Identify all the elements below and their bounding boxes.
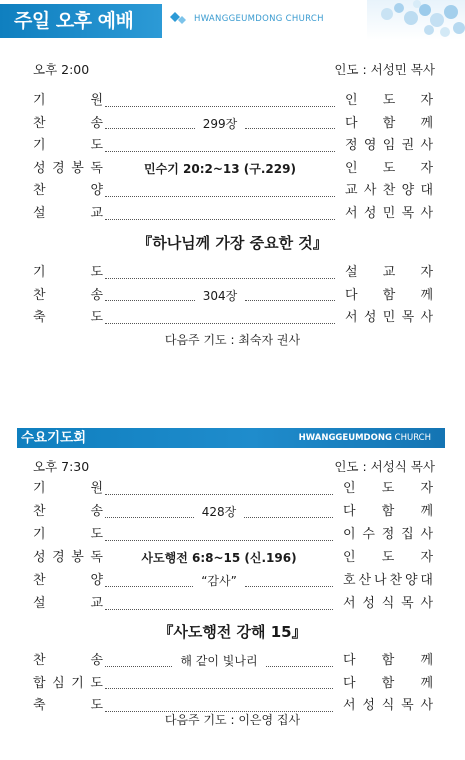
order-row [33,479,433,499]
order-row [33,136,433,156]
order-item-person: 인 도 자 [345,160,433,176]
order-item-value: 299장 [202,116,238,131]
order-item-person: 서 성 민 목 사 [345,206,433,221]
order-item-detail [103,159,337,179]
order-item-name: 설 교 [33,596,103,611]
order-item-detail [103,651,335,671]
order-item-name: 찬 송 [33,115,103,131]
order-item-detail [103,204,337,224]
dot-leader [266,656,333,667]
dot-leader [245,576,333,587]
order-item-name: 찬 송 [33,287,103,303]
dot-leader [245,118,335,129]
dot-leader [105,599,333,610]
section2-leader: 인도 : 서성식 목사 [334,459,435,474]
dot-leader [105,507,194,518]
dot-leader [245,290,335,301]
section1-title: 주일 오후 예배 [0,4,162,38]
order-item-name: 기 원 [33,93,103,108]
dot-leader [105,96,335,107]
header-section1 [0,0,465,42]
order-item-detail [103,91,337,111]
order-item-person: 정 영 임 권 사 [345,138,433,154]
order-row [33,159,433,179]
order-row [33,594,433,614]
dot-leader [105,678,333,689]
section2-sermon-title: 『사도행전 강해 15』 [158,623,307,641]
section1-next-prayer: 다음주 기도 : 최숙자 권사 [164,333,301,347]
dot-leader [105,530,333,541]
section1-leader: 인도 : 서성민 목사 [334,62,435,77]
order-item-detail [103,263,337,283]
hydrangea-flowers-icon [367,0,465,40]
order-item-person: 다 함 께 [345,115,433,131]
order-item-detail [103,479,335,499]
order-item-name: 축 도 [33,698,103,713]
order-item-person: 이 수 정 집 사 [343,527,433,542]
church-name: HWANGGEUMDONG CHURCH [194,14,324,24]
order-row [33,91,433,111]
order-item-detail [103,548,335,568]
order-row [33,548,433,568]
order-item-name: 찬 양 [33,573,103,588]
order-item-value: 304장 [202,288,238,303]
order-row [33,263,433,283]
order-item-person: 인 도 자 [343,481,433,496]
order-item-name: 찬 송 [33,653,103,668]
order-item-name: 기 원 [33,481,103,496]
order-item-person: 인 도 자 [343,550,433,565]
order-row [33,181,433,201]
order-row [33,502,433,522]
dot-leader [105,141,335,152]
order-item-person: 설 교 자 [345,265,433,280]
order-item-detail [103,571,335,591]
order-item-value: “감사” [201,574,237,588]
order-item-name: 기 도 [33,265,103,280]
order-row [33,308,433,328]
section1-sermon-title: 『하나님께 가장 중요한 것』 [137,234,328,252]
dot-leader [105,186,335,197]
order-item-name: 설 교 [33,206,103,221]
section1-time: 오후 2:00 [33,62,90,77]
order-item-person: 다 함 께 [345,287,433,303]
order-item-person: 다 함 께 [343,675,433,691]
order-item-detail [103,114,337,134]
order-item-name: 기 도 [33,527,103,542]
order-row [33,674,433,694]
order-item-person: 다 함 께 [343,504,433,519]
order-item-name: 성 경 봉 독 [33,160,103,176]
order-item-name: 찬 양 [33,183,103,199]
order-item-detail [103,674,335,694]
header-section2 [17,428,445,448]
order-row [33,525,433,545]
order-item-detail [103,525,335,545]
dot-leader [105,576,193,587]
order-item-detail [103,136,337,156]
order-item-name: 성 경 봉 독 [33,550,103,565]
order-item-value: 428장 [201,505,237,519]
order-row [33,651,433,671]
order-item-person: 서 성 식 목 사 [343,596,433,611]
order-item-detail [103,502,335,522]
order-item-person: 교 사 찬 양 대 [345,183,433,199]
order-item-name: 찬 송 [33,504,103,519]
order-row [33,286,433,306]
dot-leader [105,118,195,129]
scripture-reference: 민수기 20:2~13 (구.229) [144,161,296,176]
order-item-value: 해 같이 빛나리 [180,654,258,668]
order-item-detail [103,308,337,328]
section2-title: 수요기도회 [21,430,87,446]
church-name-2: HWANGGEUMDONG CHURCH [298,433,431,443]
dot-leader [105,701,333,712]
diamond-logo-icon [170,12,188,26]
dot-leader [105,209,335,220]
dot-leader [105,484,333,495]
dot-leader [244,507,333,518]
dot-leader [105,290,195,301]
order-row [33,114,433,134]
order-item-person: 인 도 자 [345,93,433,108]
order-item-name: 합 심 기 도 [33,675,103,691]
dot-leader [105,268,335,279]
order-row [33,204,433,224]
order-item-name: 축 도 [33,310,103,325]
scripture-reference: 사도행전 6:8~15 (신.196) [141,551,297,565]
dot-leader [105,656,172,667]
section2-time: 오후 7:30 [33,459,90,474]
order-item-detail [103,286,337,306]
dot-leader [105,313,335,324]
order-row [33,571,433,591]
section2-next-prayer: 다음주 기도 : 이은영 집사 [164,713,301,727]
order-item-person: 호 산 나 찬 양 대 [343,573,433,588]
order-item-person: 다 함 께 [343,653,433,668]
order-item-person: 서 성 민 목 사 [345,310,433,325]
order-item-detail [103,181,337,201]
order-item-person: 서 성 식 목 사 [343,698,433,713]
order-item-detail [103,594,335,614]
order-item-name: 기 도 [33,138,103,154]
